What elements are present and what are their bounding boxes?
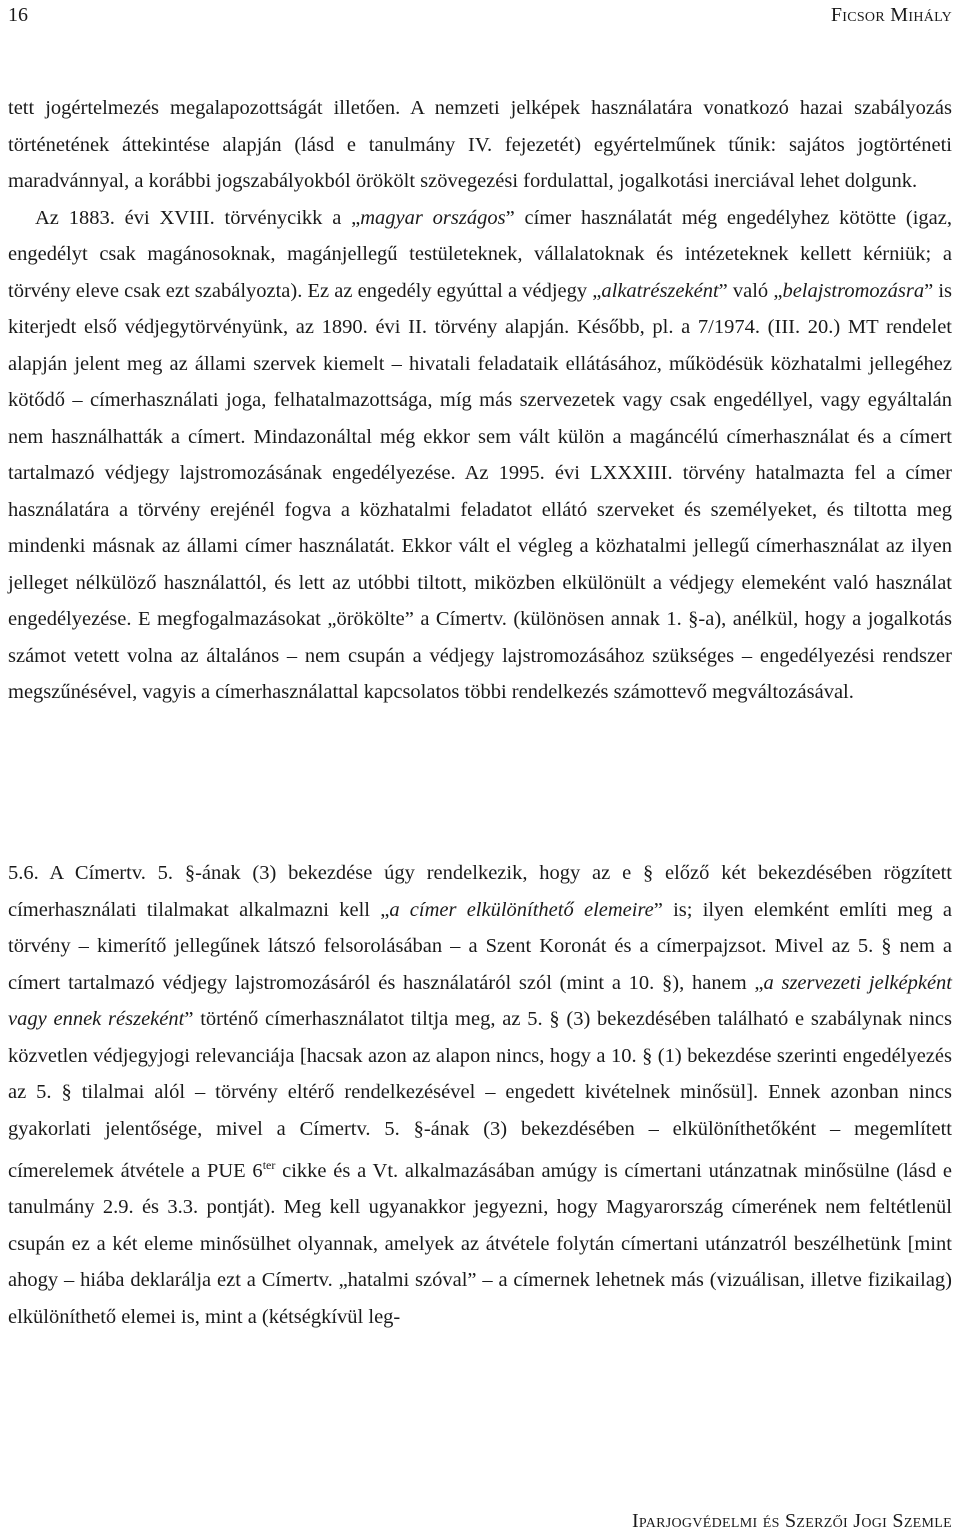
text-run: 5.6. A Címertv. 5. §-ának (3) bekezdése úgy rendelkezik, hogy az e § előző két bekezdésében rögzített címerhasználati tilalmakat alkalmazni kell „ bbox=[8, 862, 952, 921]
text-run: ” is; ilyen elemként említi meg a törvény – kimerítő jellegűnek látszó felsorolásában – a Szent Koronát és a címerpajzsot. Mivel az 5. § nem a címert tartalmazó védjegy lajstromozásáról és használatáról szól (mint a 10. §), hanem „ bbox=[8, 898, 952, 994]
superscript-ter: ter bbox=[262, 1158, 276, 1172]
text-run: cikke és a Vt. alkalmazásában amúgy is címertani utánzatnak minősülne (lásd e tanulmány 2.9. és 3.3. pontját). Meg kell ugyanakkor jegyezni, hogy Magyarország címerének nem feltétlenül csupán ez a két eleme minősülhet olyannak, amelyek az átvétele folytán címertani utánzatról beszélhetünk [mint ahogy – hiába deklarálja ezt a Címertv. „hatalmi szóval” – a címernek lehetnek más (vizuálisan, illetve fizikailag) elkülöníthető elemei is, mint a (kétségkívül leg- bbox=[8, 1159, 952, 1328]
running-head bbox=[8, 2, 952, 28]
text-run: Az 1883. évi XVIII. törvénycikk a „ bbox=[35, 206, 361, 229]
body-text bbox=[8, 90, 952, 711]
journal-title: Iparjogvédelmi és Szerzői Jogi Szemle bbox=[631, 1510, 952, 1532]
italic-phrase: magyar országos bbox=[360, 206, 506, 229]
text-run: ” címer használatát még engedélyhez kötötte (igaz, engedélyt csak magánosoknak, magánjellegű testületeknek, vállalatoknak és intézeteknek kellett kérniük; a törvény eleve csak ezt szabályozta). Ez az engedély egyúttal a védjegy „ bbox=[8, 206, 953, 302]
italic-phrase: a szervezeti jelképként vagy ennek részeként bbox=[8, 971, 952, 1030]
text-run: ” is kiterjedt első védjegytörvényünk, az 1890. évi II. törvény alapján. Később, pl. a 7/1974. (III. 20.) MT rendelet alapján jelent meg az állami szervek kiemelt – hivatali feladataik ellátásához, működésük közhatalmi jellegéhez kötődő – címerhasználati joga, felhatalmazottsága, míg más szervezetek vagy csak engedéllyel, vagy egyáltalán nem használhatták a címert. Mindazonáltal még ekkor sem vált külön a magáncélú címerhasználat és a címert tartalmazó védjegy lajstromozásának engedélyezése. Az 1995. évi LXXXIII. törvény hatalmazta fel a címer használatára a törvény erejénél fogva a közhatalmi feladatot ellátó szerveket és személyeket, és tiltotta meg mindenki másnak az állami címer használatát. Ekkor vált el végleg a közhatalmi jellegű címerhasználat az ilyen jelleget nélkülöző használattól, és lett az utóbbi tiltott, miközben elkülönült a védjegy elemeként való használat engedélyezése. E megfogalmazásokat „örökölte” a Címertv. (különösen annak 1. §-a), anélkül, hogy a jogalkotás számot vetett volna az általános – nem csupán a védjegy lajstromozásához szükséges – engedélyezési rendszer megszűnésével, vagyis a címerhasználattal kapcsolatos többi rendelkezés számottevő megváltozásával. bbox=[8, 279, 953, 703]
author-name: Ficsor Mihály bbox=[830, 4, 952, 26]
italic-phrase: a címer elkülöníthető elemeire bbox=[389, 898, 654, 921]
text-run: ” történő címerhasználatot tiltja meg, az 5. § (3) bekezdésében található e szabálynak nincs közvetlen védjegyjogi relevanciája [hacsak azon az alapon nincs, hogy a 10. § (1) bekezdése szerinti engedélyezés az 5. § tilalmai alól – törvény eltérő rendelkezésével – engedett kivételnek minősül]. Ennek azonban nincs gyakorlati jelentősége, mivel a Címertv. 5. §-ának (3) bekezdésében – elkülöníthetőként – megemlített címerelemek átvétele a PUE 6 bbox=[8, 1008, 952, 1182]
paragraph-continued bbox=[8, 90, 952, 200]
section-5-6 bbox=[8, 855, 952, 1335]
italic-phrase: belajstromozásra bbox=[782, 279, 925, 302]
paragraph-1883 bbox=[8, 200, 952, 711]
page-number: 16 bbox=[8, 4, 28, 26]
italic-phrase: alkatrészeként bbox=[601, 279, 719, 302]
paragraph-1-text: tett jogértelmezés megalapozottságát illetően. A nemzeti jelképek használatára vonatkozó hazai szabályozás történetének áttekintése alapján (lásd e tanulmány IV. fejezetét) egyértelműnek tűnik: sajátos jogtörténeti maradvánnyal, a korábbi jogszabályokból örökölt szövegezési fordulattal, jogalkotási inerciával lehet dolgunk. bbox=[8, 97, 952, 192]
text-run: ” való „ bbox=[718, 279, 783, 302]
paragraph-section-5-6 bbox=[8, 855, 952, 1335]
